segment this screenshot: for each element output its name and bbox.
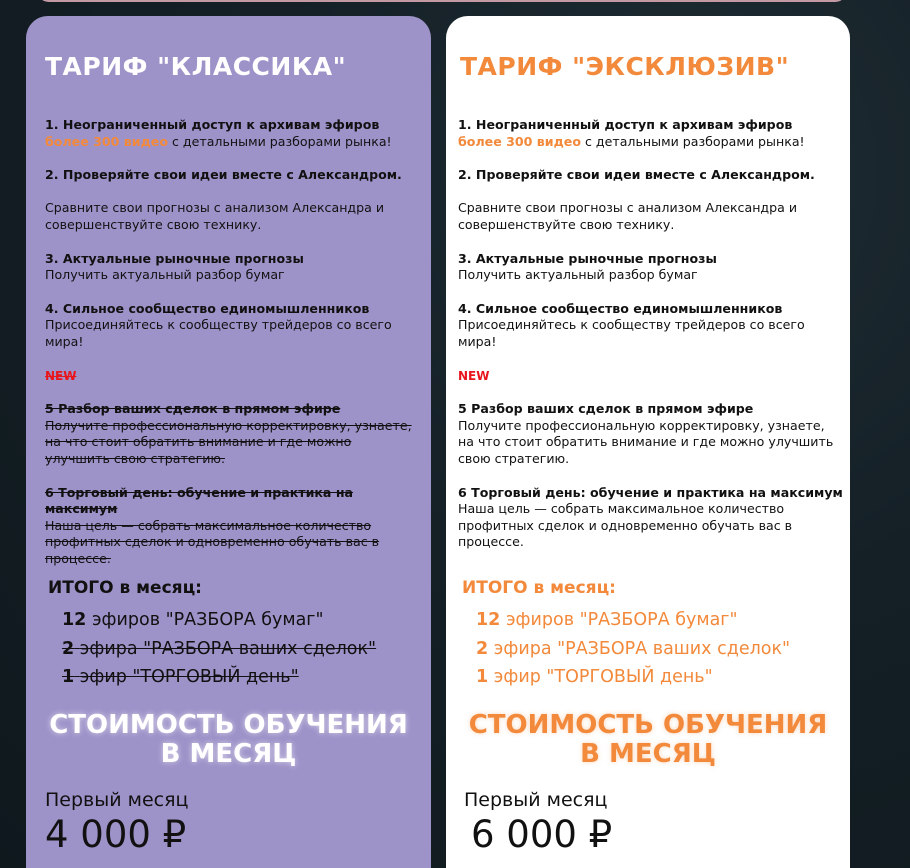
cost-heading bbox=[446, 711, 850, 769]
feature-desc: Наша цель — собрать максимальное количество профитных сделок и одновременно обучать вас в процессе. bbox=[45, 517, 380, 566]
total-line-trades bbox=[62, 635, 376, 664]
total-count: 2 bbox=[62, 638, 75, 659]
total-count: 12 bbox=[62, 610, 87, 630]
total-title: ИТОГО в месяц: bbox=[462, 578, 616, 598]
total-count: 1 bbox=[476, 667, 489, 687]
tariff-title: ТАРИФ "КЛАССИКА" bbox=[45, 52, 347, 81]
feature-forecasts bbox=[458, 251, 843, 284]
feature-title: 4. Сильное сообщество единомышленников bbox=[458, 300, 783, 316]
feature-title: 6 Торговый день: обучение и практика на максимум bbox=[458, 484, 843, 500]
feature-archive bbox=[458, 117, 843, 150]
total-text: эфира "РАЗБОРА ваших сделок" bbox=[79, 638, 377, 659]
new-badge: NEW bbox=[45, 368, 77, 383]
feature-desc: Присоединяйтесь к сообществу трейдеров со всего мира! bbox=[45, 317, 392, 349]
cost-heading-line1: СТОИМОСТЬ ОБУЧЕНИЯ bbox=[49, 710, 408, 740]
feature-title: 5 Разбор ваших сделок в прямом эфире bbox=[458, 401, 754, 417]
feature-community bbox=[45, 301, 420, 351]
feature-desc: Сравните свои прогнозы с анализом Александра и совершенствуйте свою технику. bbox=[458, 200, 798, 232]
feature-desc: Присоединяйтесь к сообществу трейдеров со всего мира! bbox=[458, 317, 805, 349]
feature-list bbox=[45, 117, 420, 584]
feature-title: 1. Неограниченный доступ к архивам эфиров bbox=[458, 117, 793, 132]
monthly-total bbox=[48, 578, 376, 692]
total-count: 2 bbox=[476, 638, 489, 659]
first-month-label: Первый месяц bbox=[45, 789, 189, 811]
total-text: эфир "ТОРГОВЫЙ день" bbox=[493, 667, 713, 687]
tariff-card-classic bbox=[26, 16, 431, 868]
total-text: эфир "ТОРГОВЫЙ день" bbox=[79, 667, 299, 687]
monthly-total bbox=[462, 578, 790, 692]
new-badge: NEW bbox=[458, 368, 490, 383]
top-banner-edge bbox=[37, 0, 847, 2]
price: 6 000 ₽ bbox=[471, 813, 613, 856]
cost-heading-line2: В МЕСЯЦ bbox=[580, 739, 716, 769]
feature-trade-review bbox=[45, 401, 420, 467]
cost-heading bbox=[26, 711, 431, 769]
total-count: 1 bbox=[62, 667, 75, 687]
feature-community bbox=[458, 301, 843, 351]
feature-title: 1. Неограниченный доступ к архивам эфиров bbox=[45, 117, 380, 132]
feature-desc: Получить актуальный разбор бумаг bbox=[45, 267, 285, 283]
feature-title: 4. Сильное сообщество единомышленников bbox=[45, 300, 370, 316]
tariff-card-exclusive bbox=[446, 16, 850, 868]
feature-desc: Сравните свои прогнозы с анализом Александра и совершенствуйте свою технику. bbox=[45, 200, 385, 232]
feature-title: 6 Торговый день: обучение и практика на максимум bbox=[45, 484, 354, 517]
feature-archive bbox=[45, 117, 420, 150]
tariff-title: ТАРИФ "ЭКСКЛЮЗИВ" bbox=[460, 52, 790, 81]
total-line-stocks bbox=[476, 606, 790, 635]
total-line-trading-day bbox=[476, 663, 790, 692]
total-line-trades bbox=[476, 635, 790, 664]
feature-desc: Получите профессиональную корректировку, узнаете, на что стоит обратить внимание и где можно улучшить свою стратегию. bbox=[458, 417, 834, 466]
feature-title: 2. Проверяйте свои идеи вместе с Александром. bbox=[45, 167, 402, 183]
feature-title: 3. Актуальные рыночные прогнозы bbox=[45, 250, 304, 266]
feature-title: 2. Проверяйте свои идеи вместе с Александром. bbox=[458, 167, 815, 183]
feature-trading-day bbox=[45, 485, 420, 568]
total-text: эфиров "РАЗБОРА бумаг" bbox=[505, 610, 738, 630]
feature-trade-review bbox=[458, 401, 843, 467]
total-text: эфира "РАЗБОРА ваших сделок" bbox=[493, 638, 791, 659]
feature-title: 3. Актуальные рыночные прогнозы bbox=[458, 250, 717, 266]
feature-desc: с детальными разборами рынка! bbox=[584, 133, 805, 149]
cost-heading-line2: В МЕСЯЦ bbox=[160, 739, 297, 769]
first-month-label: Первый месяц bbox=[464, 789, 608, 811]
feature-ideas bbox=[458, 167, 843, 233]
feature-list bbox=[458, 117, 843, 568]
feature-desc: с детальными разборами рынка! bbox=[171, 133, 392, 149]
feature-highlight: более 300 видео bbox=[45, 133, 168, 149]
feature-desc: Наша цель — собрать максимальное количество профитных сделок и одновременно обучать вас в процессе. bbox=[458, 501, 793, 550]
total-line-trading-day bbox=[62, 663, 376, 692]
feature-forecasts bbox=[45, 251, 420, 284]
feature-desc: Получите профессиональную корректировку, узнаете, на что стоит обратить внимание и где можно улучшить свою стратегию. bbox=[45, 417, 412, 466]
price: 4 000 ₽ bbox=[45, 813, 187, 856]
feature-desc: Получить актуальный разбор бумаг bbox=[458, 267, 698, 283]
feature-trading-day bbox=[458, 485, 843, 551]
feature-ideas bbox=[45, 167, 420, 233]
feature-title: 5 Разбор ваших сделок в прямом эфире bbox=[45, 401, 341, 417]
feature-highlight: более 300 видео bbox=[458, 133, 581, 149]
cost-heading-line1: СТОИМОСТЬ ОБУЧЕНИЯ bbox=[468, 710, 828, 740]
total-line-stocks bbox=[62, 606, 376, 635]
total-text: эфиров "РАЗБОРА бумаг" bbox=[91, 610, 324, 630]
total-title: ИТОГО в месяц: bbox=[48, 578, 202, 598]
total-count: 12 bbox=[476, 610, 501, 630]
